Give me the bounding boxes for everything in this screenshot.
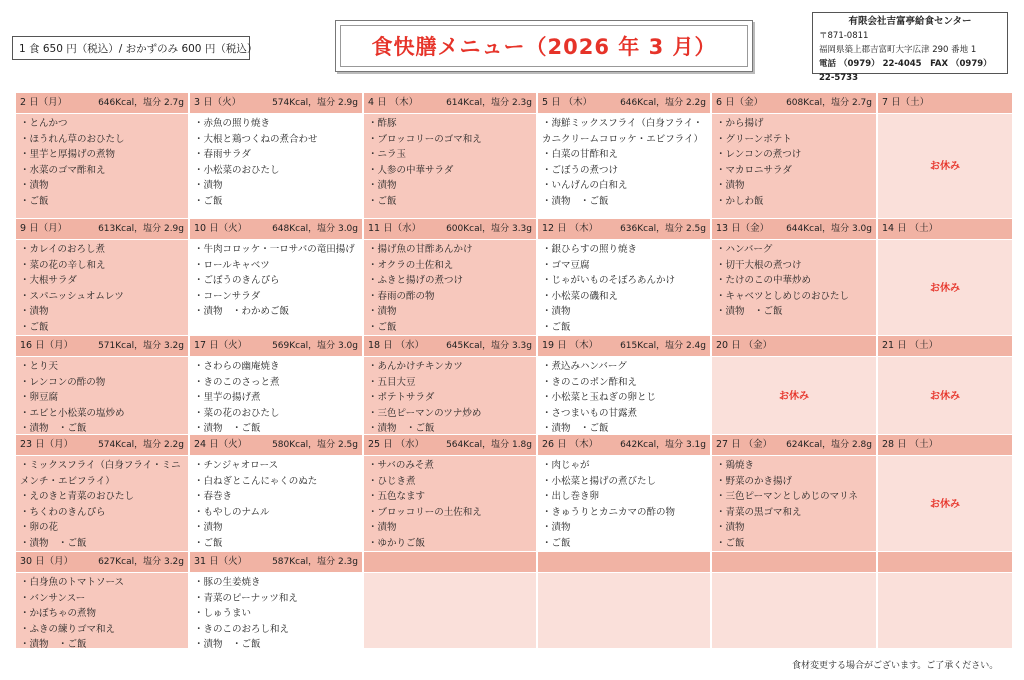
menu-item: ・ご飯 bbox=[194, 537, 223, 549]
day-closed bbox=[878, 456, 1012, 551]
day-menu bbox=[712, 114, 876, 218]
company-name: 有限会社吉富亭給食センター bbox=[848, 16, 972, 27]
menu-item: ・漬物 ・ご飯 bbox=[194, 423, 261, 434]
menu-calendar bbox=[16, 93, 1002, 648]
price-info: 1 食 650 円（税込）/ おかずのみ 600 円（税込） bbox=[12, 36, 250, 60]
menu-item: ・ご飯 bbox=[716, 537, 745, 549]
menu-item: ・里芋の揚げ煮 bbox=[194, 392, 261, 403]
day-date: 4 日 （木） bbox=[368, 97, 419, 108]
menu-item: ・きゅうりとカニカマの酢の物 bbox=[542, 506, 676, 518]
menu-item: ・小松菜のおひたし bbox=[194, 164, 280, 176]
day-date: 28 日 （土） bbox=[882, 439, 939, 450]
menu-item: ・ご飯 bbox=[20, 321, 49, 333]
menu-item: ・漬物 bbox=[368, 306, 397, 317]
menu-item: ・漬物 bbox=[716, 522, 745, 533]
day-menu bbox=[364, 456, 536, 551]
day-header bbox=[538, 552, 710, 572]
day-calories: 600Kcal，塩分 3.3g bbox=[446, 224, 532, 234]
menu-item: ・鶏焼き bbox=[716, 460, 755, 471]
menu-item: ・じゃがいものそぼろあんかけ bbox=[542, 275, 676, 286]
menu-item: ・ご飯 bbox=[368, 321, 397, 333]
day-calories: 615Kcal，塩分 2.4g bbox=[620, 341, 706, 351]
day-date: 18 日 （水） bbox=[368, 340, 425, 351]
menu-item: ・菜の花の辛し和え bbox=[20, 259, 106, 271]
menu-item: ・小松菜と揚げの煮びたし bbox=[542, 475, 657, 487]
day-header bbox=[190, 219, 362, 239]
menu-item: ・青菜の黒ゴマ和え bbox=[716, 506, 802, 518]
menu-item: ・ひじき煮 bbox=[368, 475, 416, 487]
day-header bbox=[538, 336, 710, 356]
menu-item: ・さつまいもの甘露煮 bbox=[542, 407, 638, 419]
menu-item: ・白菜の甘酢和え bbox=[542, 149, 619, 160]
day-calories: 624Kcal，塩分 2.8g bbox=[786, 440, 872, 450]
closed-label: お休み bbox=[779, 390, 809, 402]
menu-item: ・五目大豆 bbox=[368, 376, 416, 388]
day-header bbox=[712, 93, 876, 113]
menu-item: ・たけのこの中華炒め bbox=[716, 275, 812, 286]
menu-item: ・ごぼうのきんぴら bbox=[194, 275, 280, 286]
menu-item: ・漬物 ・ご飯 bbox=[20, 423, 87, 434]
menu-item: ・えのきと青菜のおひたし bbox=[20, 491, 135, 502]
menu-item: ・銀ひらすの照り焼き bbox=[542, 244, 638, 255]
menu-item: ・卵豆腐 bbox=[20, 392, 59, 403]
menu-item: ・コーンサラダ bbox=[194, 290, 261, 302]
day-menu bbox=[538, 114, 710, 218]
menu-item: ・ニラ玉 bbox=[368, 149, 407, 160]
menu-item: ・バンサンスー bbox=[20, 592, 86, 604]
day-header bbox=[364, 219, 536, 239]
day-calories: 580Kcal，塩分 2.5g bbox=[272, 440, 358, 450]
closed-label: お休み bbox=[930, 390, 960, 402]
day-calories: 627Kcal，塩分 3.2g bbox=[98, 557, 184, 567]
page-title: 食快膳メニュー（2026 年 3 月） bbox=[371, 35, 717, 59]
menu-item: ・漬物 ・ご飯 bbox=[20, 639, 87, 648]
company-info bbox=[812, 12, 1008, 83]
day-menu bbox=[16, 456, 188, 551]
day-header bbox=[712, 219, 876, 239]
day-header bbox=[364, 552, 536, 572]
day-date: 20 日 （金） bbox=[716, 340, 773, 351]
menu-item: ・かしわ飯 bbox=[716, 195, 764, 207]
menu-item: ・白ねぎとこんにゃくのぬた bbox=[194, 475, 318, 487]
menu-item: ・卵の花 bbox=[20, 522, 59, 533]
menu-item: ・漬物 ・ご飯 bbox=[20, 537, 87, 549]
day-calories: 646Kcal，塩分 2.7g bbox=[98, 98, 184, 108]
day-calories: 648Kcal，塩分 3.0g bbox=[272, 224, 358, 234]
menu-item: ・漬物 ・ご飯 bbox=[542, 423, 609, 434]
menu-item: ・漬物 bbox=[542, 522, 571, 533]
day-menu bbox=[538, 456, 710, 551]
footer-note: 食材変更する場合がございます。ご了承ください。 bbox=[792, 661, 999, 671]
day-date: 3 日（火） bbox=[194, 97, 242, 108]
menu-item: ・スパニッシュオムレツ bbox=[20, 290, 124, 302]
menu-item: ・漬物 ・わかめご飯 bbox=[194, 306, 290, 317]
day-date: 11 日（水） bbox=[368, 223, 422, 234]
menu-item: ・春雨の酢の物 bbox=[368, 290, 435, 302]
menu-item: ・大根と鶏つくねの煮合わせ bbox=[194, 133, 318, 145]
menu-item: ・キャベツとしめじのおひたし bbox=[716, 290, 850, 302]
day-closed bbox=[878, 357, 1012, 434]
menu-item: ・小松菜の磯和え bbox=[542, 290, 619, 302]
menu-item: ・春巻き bbox=[194, 491, 233, 502]
day-menu bbox=[190, 456, 362, 551]
menu-item: ・三色ピーマンのツナ炒め bbox=[368, 407, 482, 419]
menu-item: ・とんかつ bbox=[20, 118, 68, 129]
menu-item: ・漬物 bbox=[20, 180, 49, 191]
day-date: 9 日（月） bbox=[20, 223, 68, 234]
menu-item: ・漬物 bbox=[368, 522, 397, 533]
day-header bbox=[190, 336, 362, 356]
day-date: 5 日 （木） bbox=[542, 97, 593, 108]
day-calories: 564Kcal，塩分 1.8g bbox=[446, 440, 532, 450]
day-header bbox=[538, 93, 710, 113]
menu-item: ・ふきと揚げの煮つけ bbox=[368, 275, 464, 286]
menu-item: ・煮込みハンバーグ bbox=[542, 361, 627, 372]
menu-item: ・マカロニサラダ bbox=[716, 164, 792, 176]
day-header bbox=[364, 336, 536, 356]
menu-item: ・ブロッコリーの土佐和え bbox=[368, 506, 482, 518]
day-calories: 646Kcal，塩分 2.2g bbox=[620, 98, 706, 108]
day-header bbox=[190, 552, 362, 572]
day-header bbox=[190, 93, 362, 113]
day-header bbox=[364, 435, 536, 455]
day-date: 19 日 （木） bbox=[542, 340, 599, 351]
day-date: 23 日（月） bbox=[20, 439, 74, 450]
day-header bbox=[878, 435, 1012, 455]
day-calories: 614Kcal，塩分 2.3g bbox=[446, 98, 532, 108]
menu-item: ・豚の生姜焼き bbox=[194, 577, 261, 588]
day-menu bbox=[364, 357, 536, 434]
menu-item: ・漬物 bbox=[194, 180, 223, 191]
title-frame bbox=[335, 20, 753, 72]
menu-item: ・ご飯 bbox=[20, 195, 49, 207]
day-menu bbox=[364, 114, 536, 218]
day-calories: 574Kcal，塩分 2.2g bbox=[98, 440, 184, 450]
day-calories: 636Kcal，塩分 2.5g bbox=[620, 224, 706, 234]
day-header bbox=[16, 435, 188, 455]
menu-item: ・しゅうまい bbox=[194, 608, 252, 619]
menu-item: ・ミックスフライ（白身フライ・ミニメンチ・エビフライ） bbox=[20, 460, 181, 487]
menu-item: ・レンコンの煮つけ bbox=[716, 149, 802, 160]
menu-item: ・牛肉コロッケ・一ロサバの竜田揚げ bbox=[194, 244, 355, 255]
day-menu bbox=[538, 357, 710, 434]
day-date: 17 日（火） bbox=[194, 340, 248, 351]
day-calories: 569Kcal，塩分 3.0g bbox=[272, 341, 358, 351]
day-date: 12 日 （木） bbox=[542, 223, 599, 234]
menu-item: ・きのこのポン酢和え bbox=[542, 376, 638, 388]
menu-item: ・里芋と厚揚げの煮物 bbox=[20, 149, 116, 160]
day-date: 21 日 （土） bbox=[882, 340, 939, 351]
day-header bbox=[16, 552, 188, 572]
day-header bbox=[364, 93, 536, 113]
menu-item: ・漬物 ・ご飯 bbox=[542, 195, 609, 207]
day-menu bbox=[538, 240, 710, 335]
day-header bbox=[712, 435, 876, 455]
company-address: 福岡県築上郡吉富町大字広津 290 番地 1 bbox=[819, 45, 977, 55]
menu-item: ・オクラの土佐和え bbox=[368, 259, 454, 271]
menu-item: ・レンコンの酢の物 bbox=[20, 376, 106, 388]
menu-item: ・ハンバーグ bbox=[716, 244, 773, 255]
menu-item: ・ふきの練りゴマ和え bbox=[20, 623, 116, 635]
day-empty bbox=[712, 573, 876, 648]
menu-item: ・きのこのおろし和え bbox=[194, 623, 290, 635]
day-menu bbox=[190, 357, 362, 434]
day-date: 10 日（火） bbox=[194, 223, 248, 234]
menu-item: ・切干大根の煮つけ bbox=[716, 259, 802, 271]
menu-item: ・野菜のかき揚げ bbox=[716, 475, 793, 487]
day-closed bbox=[878, 114, 1012, 218]
day-date: 24 日（火） bbox=[194, 439, 248, 450]
day-menu bbox=[16, 573, 188, 648]
menu-item: ・揚げ魚の甘酢あんかけ bbox=[368, 244, 473, 255]
menu-item: ・青菜のピーナッツ和え bbox=[194, 592, 298, 604]
day-menu bbox=[364, 240, 536, 335]
menu-item: ・ブロッコリーのゴマ和え bbox=[368, 133, 482, 145]
day-header bbox=[16, 93, 188, 113]
menu-item: ・チンジャオロース bbox=[194, 460, 279, 471]
menu-item: ・とり天 bbox=[20, 361, 59, 372]
day-date: 2 日（月） bbox=[20, 97, 68, 108]
menu-item: ・さわらの幽庵焼き bbox=[194, 361, 280, 372]
menu-item: ・ゆかりご飯 bbox=[368, 537, 426, 549]
day-closed bbox=[712, 357, 876, 434]
menu-item: ・きのこのさっと煮 bbox=[194, 376, 280, 388]
menu-item: ・漬物 ・ご飯 bbox=[716, 306, 783, 317]
day-header bbox=[878, 93, 1012, 113]
menu-item: ・菜の花のおひたし bbox=[194, 407, 280, 419]
day-header bbox=[878, 336, 1012, 356]
day-date: 26 日 （木） bbox=[542, 439, 599, 450]
day-empty bbox=[538, 573, 710, 648]
day-menu bbox=[190, 573, 362, 648]
menu-item: ・大根サラダ bbox=[20, 275, 77, 286]
menu-item: ・サバのみそ煮 bbox=[368, 460, 434, 471]
day-header bbox=[712, 552, 876, 572]
day-date: 27 日 （金） bbox=[716, 439, 773, 450]
day-header bbox=[878, 552, 1012, 572]
day-menu bbox=[712, 456, 876, 551]
day-calories: 644Kcal，塩分 3.0g bbox=[786, 224, 872, 234]
day-menu bbox=[16, 240, 188, 335]
day-header bbox=[538, 435, 710, 455]
menu-item: ・漬物 bbox=[542, 306, 571, 317]
day-header bbox=[16, 219, 188, 239]
day-menu bbox=[16, 114, 188, 218]
day-calories: 642Kcal，塩分 3.1g bbox=[620, 440, 706, 450]
menu-item: ・ご飯 bbox=[542, 537, 571, 549]
day-date: 30 日（月） bbox=[20, 556, 74, 567]
day-header bbox=[878, 219, 1012, 239]
menu-item: ・ご飯 bbox=[368, 195, 397, 207]
menu-item: ・カレイのおろし煮 bbox=[20, 244, 106, 255]
menu-item: ・出し巻き卵 bbox=[542, 491, 600, 502]
day-menu bbox=[190, 114, 362, 218]
closed-label: お休み bbox=[930, 498, 960, 510]
menu-item: ・漬物 ・ご飯 bbox=[194, 639, 261, 648]
day-empty bbox=[364, 573, 536, 648]
menu-item: ・エビと小松菜の塩炒め bbox=[20, 407, 125, 419]
menu-item: ・ほうれん草のおひたし bbox=[20, 133, 125, 145]
closed-label: お休み bbox=[930, 161, 960, 173]
day-date: 7 日（土） bbox=[882, 97, 930, 108]
day-date: 31 日（火） bbox=[194, 556, 248, 567]
menu-item: ・ご飯 bbox=[542, 321, 571, 333]
company-phone: 電話 （0979） 22-4045 FAX （0979） 22-5733 bbox=[819, 59, 992, 83]
menu-item: ・いんげんの白和え bbox=[542, 180, 628, 191]
menu-item: ・漬物 bbox=[716, 180, 745, 191]
day-menu bbox=[16, 357, 188, 434]
menu-item: ・酢豚 bbox=[368, 118, 397, 129]
menu-item: ・あんかけチキンカツ bbox=[368, 361, 463, 372]
day-header bbox=[16, 336, 188, 356]
day-calories: 571Kcal，塩分 3.2g bbox=[98, 341, 184, 351]
menu-item: ・春雨サラダ bbox=[194, 149, 251, 160]
menu-item: ・漬物 bbox=[194, 522, 223, 533]
day-calories: 587Kcal，塩分 2.3g bbox=[272, 557, 358, 567]
day-date: 16 日（月） bbox=[20, 340, 74, 351]
menu-item: ・肉じゃが bbox=[542, 460, 590, 471]
day-date: 14 日 （土） bbox=[882, 223, 939, 234]
menu-item: ・ごぼうの煮つけ bbox=[542, 164, 619, 176]
menu-item: ・漬物 bbox=[368, 180, 397, 191]
day-calories: 645Kcal，塩分 3.3g bbox=[446, 341, 532, 351]
menu-item: ・海鮮ミックスフライ（白身フライ・カニクリームコロッケ・エビフライ） bbox=[542, 118, 704, 145]
menu-item: ・人参の中華サラダ bbox=[368, 164, 454, 176]
menu-item: ・から揚げ bbox=[716, 118, 764, 129]
menu-item: ・グリーンポテト bbox=[716, 133, 792, 145]
day-date: 25 日 （水） bbox=[368, 439, 425, 450]
menu-item: ・白身魚のトマトソース bbox=[20, 577, 125, 588]
menu-item: ・小松菜と玉ねぎの卵とじ bbox=[542, 392, 657, 403]
day-date: 6 日（金） bbox=[716, 97, 764, 108]
menu-item: ・赤魚の照り焼き bbox=[194, 118, 271, 129]
menu-item: ・ポテトサラダ bbox=[368, 392, 435, 403]
day-header bbox=[538, 219, 710, 239]
day-menu bbox=[712, 240, 876, 335]
menu-item: ・ちくわのきんぴら bbox=[20, 506, 106, 518]
day-empty bbox=[878, 573, 1012, 648]
day-calories: 574Kcal，塩分 2.9g bbox=[272, 98, 358, 108]
day-closed bbox=[878, 240, 1012, 335]
day-calories: 613Kcal，塩分 2.9g bbox=[98, 224, 184, 234]
menu-item: ・漬物 ・ご飯 bbox=[368, 423, 435, 434]
menu-item: ・水菜のゴマ酢和え bbox=[20, 164, 106, 176]
menu-item: ・三色ピーマンとしめじのマリネ bbox=[716, 491, 858, 502]
menu-item: ・もやしのナムル bbox=[194, 506, 270, 518]
day-calories: 608Kcal，塩分 2.7g bbox=[786, 98, 872, 108]
menu-item: ・漬物 bbox=[20, 306, 49, 317]
menu-item: ・ご飯 bbox=[194, 195, 223, 207]
day-menu bbox=[190, 240, 362, 335]
day-header bbox=[190, 435, 362, 455]
company-postal: 〒871-0811 bbox=[819, 31, 869, 41]
closed-label: お休み bbox=[930, 282, 960, 294]
menu-item: ・ゴマ豆腐 bbox=[542, 259, 590, 271]
menu-item: ・かぼちゃの煮物 bbox=[20, 608, 97, 619]
day-header bbox=[712, 336, 876, 356]
menu-item: ・ロールキャベツ bbox=[194, 259, 270, 271]
menu-item: ・五色なます bbox=[368, 491, 426, 502]
day-date: 13 日（金） bbox=[716, 223, 770, 234]
